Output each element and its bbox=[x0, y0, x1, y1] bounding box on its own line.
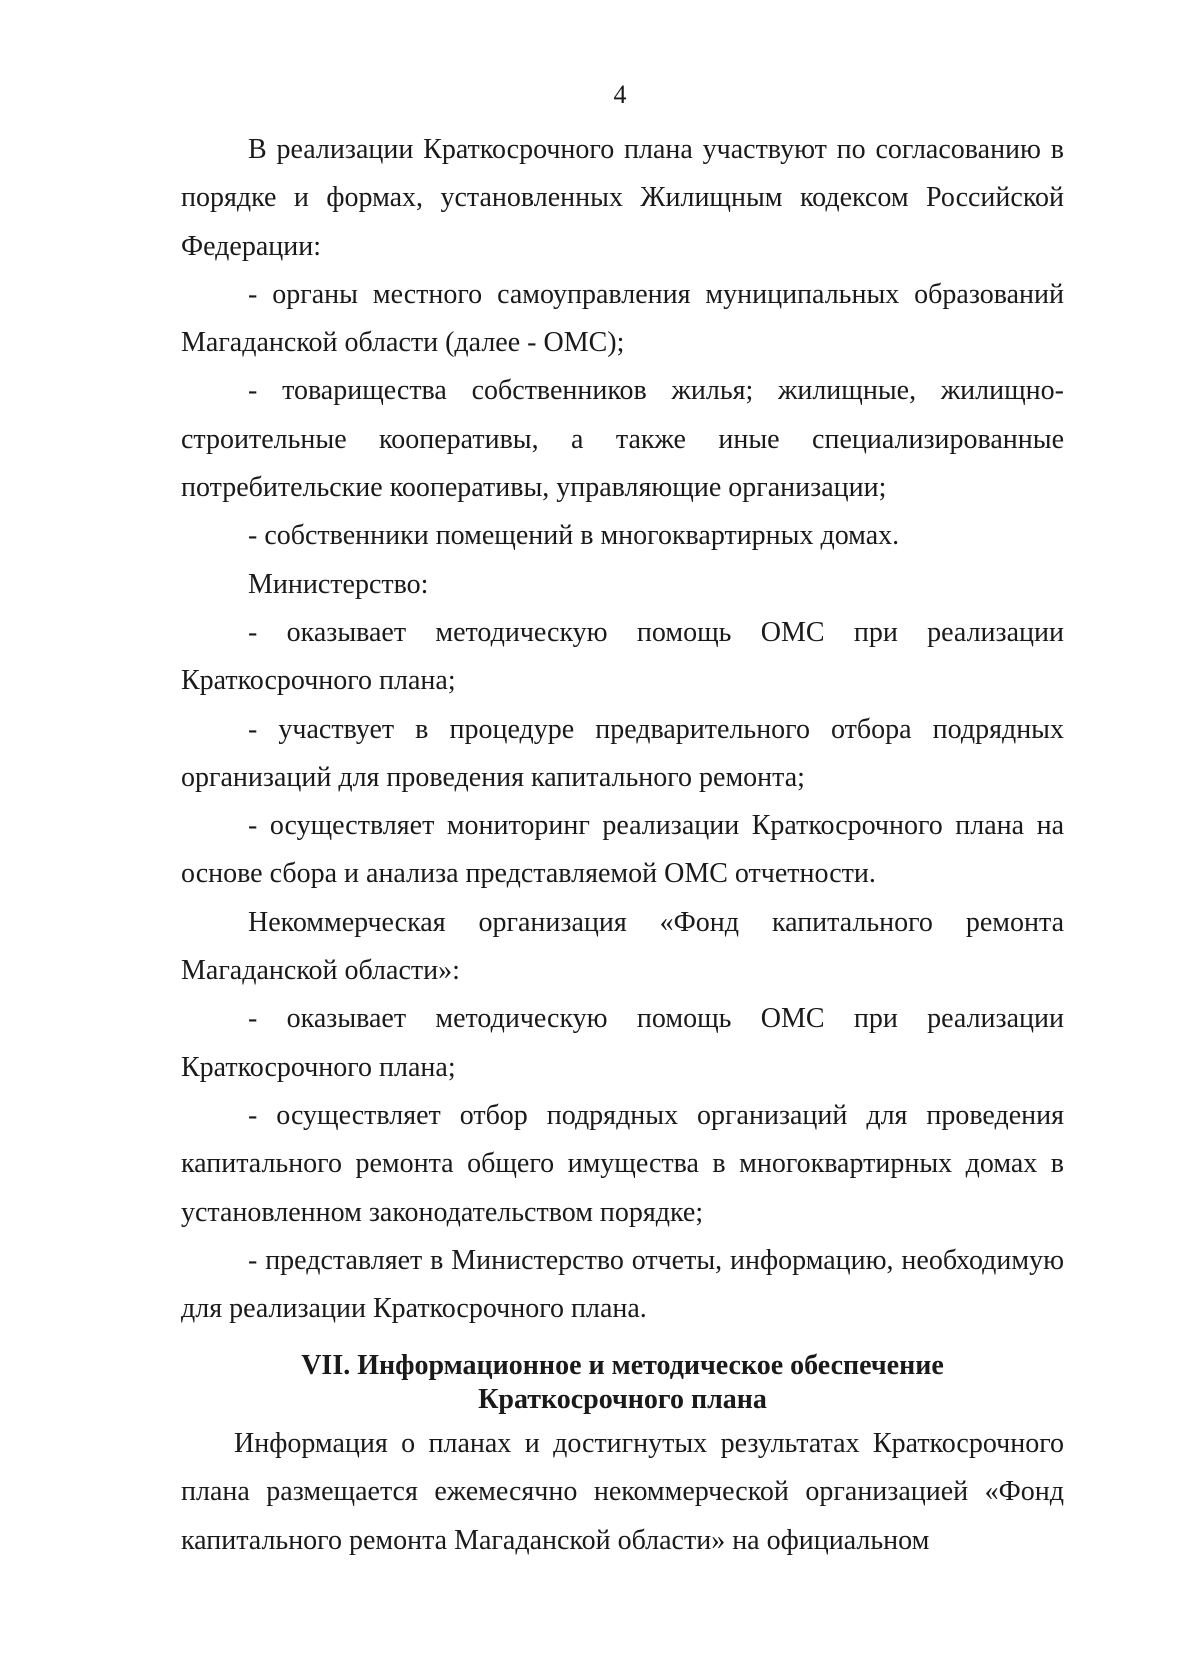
section-heading bbox=[181, 1349, 1064, 1417]
paragraph-information: Информация о планах и достигнутых результатах Краткосрочного плана размещается ежемесячно некоммерческой организацией «Фонд капитального ремонта Магаданской области» на официальном bbox=[181, 1428, 1064, 1556]
paragraph-partnerships: - товарищества собственников жилья; жилищные, жилищно-строительные кооперативы, а также иные специализированные потребительские кооперативы, управляющие организации; bbox=[181, 375, 1064, 504]
paragraph-oms: - органы местного самоуправления муниципальных образований Магаданской области (далее - ОМС); bbox=[181, 278, 1064, 359]
paragraph-fund-selection: - осуществляет отбор подрядных организаций для проведения капитального ремонта общего имущества в многоквартирных домах в установленном законодательством порядке; bbox=[181, 1099, 1064, 1228]
paragraph-ministry-monitoring: - осуществляет мониторинг реализации Краткосрочного плана на основе сбора и анализа представляемой ОМС отчетности. bbox=[181, 810, 1064, 890]
paragraph-ministry: Министерство: bbox=[248, 568, 429, 600]
paragraph-fund-help: - оказывает методическую помощь ОМС при реализации Краткосрочного плана; bbox=[181, 1003, 1064, 1083]
section-heading-line2: Краткосрочного плана bbox=[478, 1384, 767, 1415]
page-number: 4 bbox=[613, 80, 627, 109]
paragraph-owners: - собственники помещений в многоквартирных домах. bbox=[248, 520, 900, 552]
section-body bbox=[181, 1420, 1064, 1565]
paragraph-participants: В реализации Краткосрочного плана участвуют по согласованию в порядке и формах, установленных Жилищным кодексом Российской Федерации: bbox=[181, 134, 1064, 262]
section-heading-line1: VII. Информационное и методическое обеспечение bbox=[301, 1350, 944, 1381]
paragraph-ministry-help: - оказывает методическую помощь ОМС при реализации Краткосрочного плана; bbox=[181, 616, 1064, 697]
paragraph-ministry-selection: - участвует в процедуре предварительного отбора подрядных организаций для проведения капитального ремонта; bbox=[181, 713, 1064, 793]
paragraph-fund-reports: - представляет в Министерство отчеты, информацию, необходимую для реализации Краткосрочного плана. bbox=[181, 1244, 1064, 1325]
paragraph-fund: Некоммерческая организация «Фонд капитального ремонта Магаданской области»: bbox=[181, 906, 1064, 987]
document-body bbox=[181, 126, 1064, 1333]
